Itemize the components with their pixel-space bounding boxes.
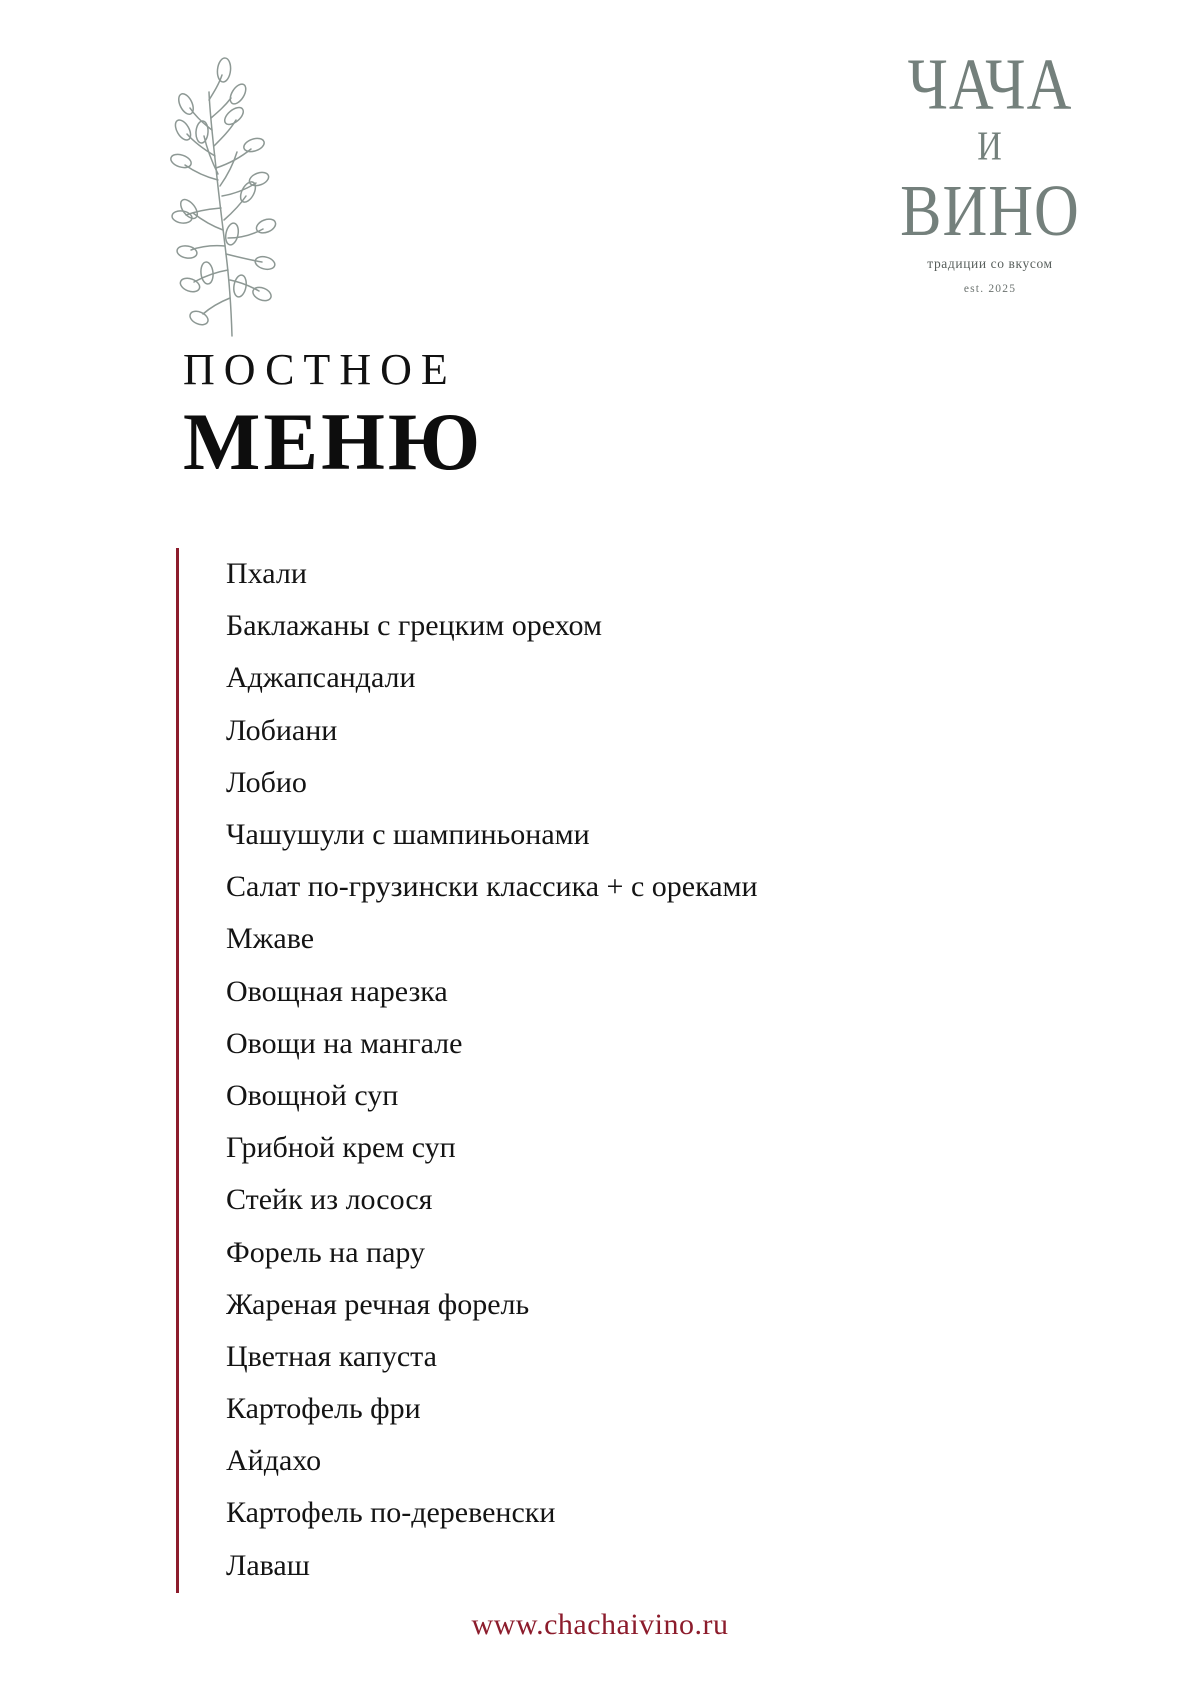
title-main: МЕНЮ	[183, 396, 484, 487]
menu-item: Форель на пару	[226, 1235, 426, 1269]
brand-word-chacha: ЧАЧА	[907, 44, 1073, 126]
menu-item: Мжаве	[226, 922, 315, 956]
menu-item: Грибной крем суп	[226, 1131, 456, 1165]
page-header	[0, 0, 1200, 340]
menu-item: Овощной суп	[226, 1078, 399, 1112]
menu-item-list	[179, 548, 1136, 1593]
menu-item: Картофель фри	[226, 1392, 421, 1426]
menu-item: Чашушули с шампиньонами	[226, 818, 590, 852]
menu-item: Жареная речная форель	[226, 1287, 530, 1321]
menu-item: Лобиани	[226, 713, 338, 747]
menu-item: Картофель по-деревенски	[226, 1496, 556, 1530]
menu-item: Лобио	[226, 765, 307, 799]
page-title	[183, 345, 1083, 487]
brand-word-and: И	[977, 124, 1003, 170]
botanical-sprig-icon	[132, 48, 332, 338]
menu-item: Айдахо	[226, 1444, 322, 1478]
menu-item: Баклажаны с грецким орехом	[226, 609, 602, 643]
menu-item: Стейк из лосося	[226, 1183, 433, 1217]
menu-item: Овощи на мангале	[226, 1026, 463, 1060]
website-url-link[interactable]: www.chachaivino.ru	[471, 1608, 729, 1641]
title-kicker: ПОСТНОЕ	[183, 345, 457, 394]
brand-established: est. 2025	[963, 282, 1017, 295]
brand-tagline: традиции со вкусом	[927, 255, 1053, 271]
menu-item: Салат по-грузински классика + с ореками	[226, 870, 758, 904]
menu-item: Овощная нарезка	[226, 974, 448, 1008]
page-footer	[0, 1608, 1200, 1642]
menu-item: Аджапсандали	[226, 661, 416, 695]
menu-section	[176, 548, 1136, 1593]
menu-item: Лаваш	[226, 1548, 310, 1582]
brand-logo	[850, 44, 1130, 295]
brand-word-vino: ВИНО	[900, 171, 1080, 252]
menu-item: Пхали	[226, 557, 307, 591]
menu-item: Цветная капуста	[226, 1339, 437, 1373]
